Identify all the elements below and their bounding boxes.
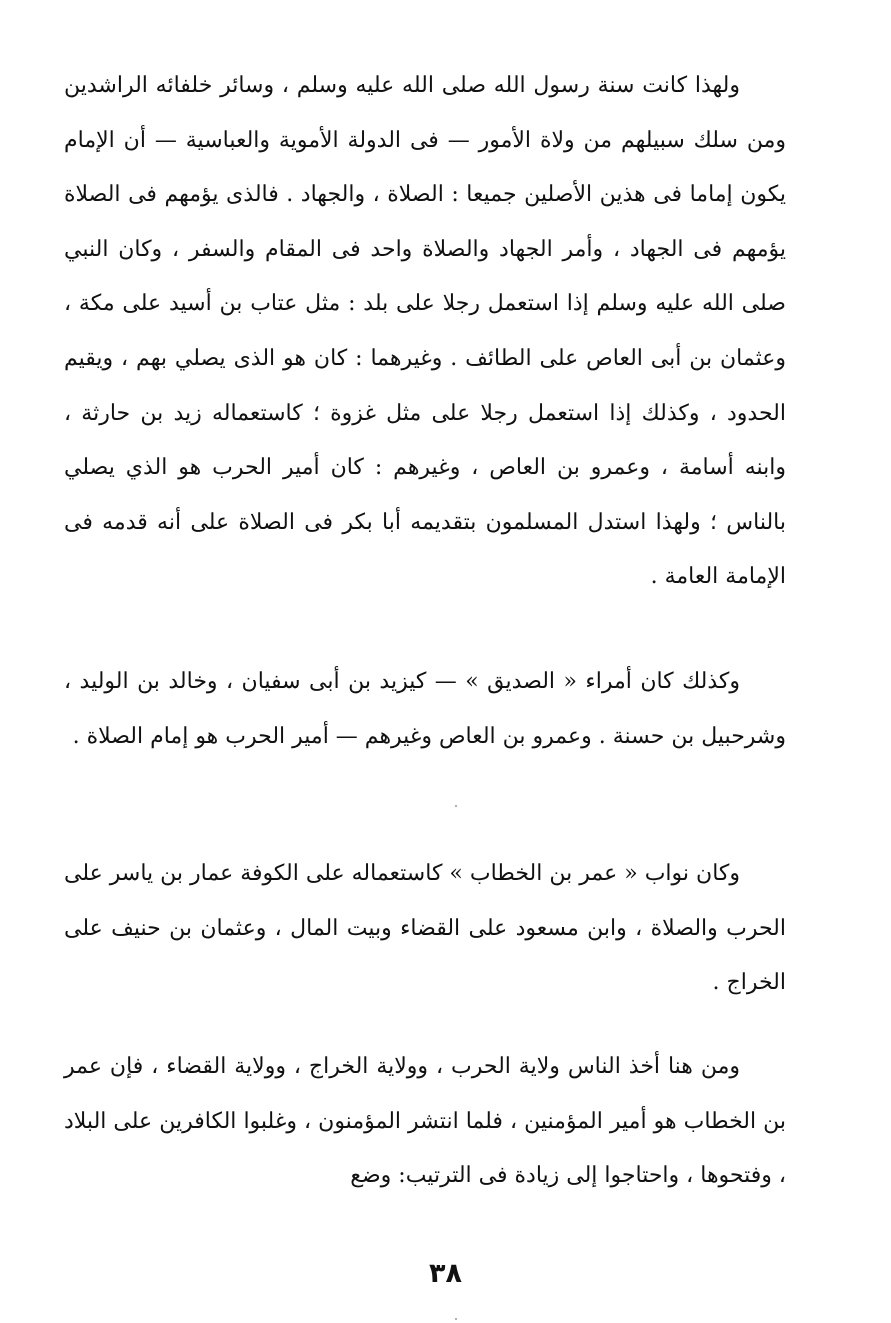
- paragraph-1-text: ولهذا كانت سنة رسول الله صلى الله عليه وسلم ، وسائر خلفائه الراشدين ومن سلك سبيلهم من ولاة الأمور — فى الدولة الأموية والعباسية — أن الإمام يكون إماما فى هذين الأصلين جميعا : الصلاة ، والجهاد . فالذى يؤمهم فى الصلاة يؤمهم فى الجهاد ، وأمر الجهاد والصلاة واحد فى المقام والسفر ، وكان النبي صلى الله عليه وسلم إذا استعمل رجلا على بلد : مثل عتاب بن أسيد على مكة ، وعثمان بن أبى العاص على الطائف . وغيرهما : كان هو الذى يصلي بهم ، ويقيم الحدود ، وكذلك إذا استعمل رجلا على مثل غزوة ؛ كاستعماله زيد بن حارثة ، وابنه أسامة ، وعمرو بن العاص ، وغيرهم : كان أمير الحرب هو الذي يصلي بالناس ؛ ولهذا استدل المسلمون بتقديمه أبا بكر فى الصلاة على أنه قدمه فى الإمامة العامة .: [64, 73, 786, 590]
- paragraph-2-text: وكذلك كان أمراء « الصديق » — كيزيد بن أبى سفيان ، وخالد بن الوليد ، وشرحبيل بن حسنة . وعمرو بن العاص وغيرهم — أمير الحرب هو إمام الصلاة .: [64, 669, 786, 749]
- scan-speck: [455, 1318, 457, 1320]
- scan-speck: [455, 805, 457, 807]
- paragraph-3: [64, 847, 786, 1011]
- paragraph-2: [64, 655, 786, 764]
- paragraph-4-text: ومن هنا أخذ الناس ولاية الحرب ، وولاية الخراج ، وولاية القضاء ، فإن عمر بن الخطاب هو أمير المؤمنين ، فلما انتشر المؤمنون ، وغلبوا الكافرين على البلاد ، وفتحوها ، واحتاجوا إلى زيادة فى الترتيب: وضع: [64, 1054, 786, 1189]
- paragraph-4: [64, 1040, 786, 1204]
- paragraph-3-text: وكان نواب « عمر بن الخطاب » كاستعماله على الكوفة عمار بن ياسر على الحرب والصلاة ، وابن مسعود على القضاء وبيت المال ، وعثمان بن حنيف على الخراج .: [64, 861, 786, 996]
- page-number: ٣٨: [429, 1258, 462, 1289]
- paragraph-1: [64, 59, 786, 605]
